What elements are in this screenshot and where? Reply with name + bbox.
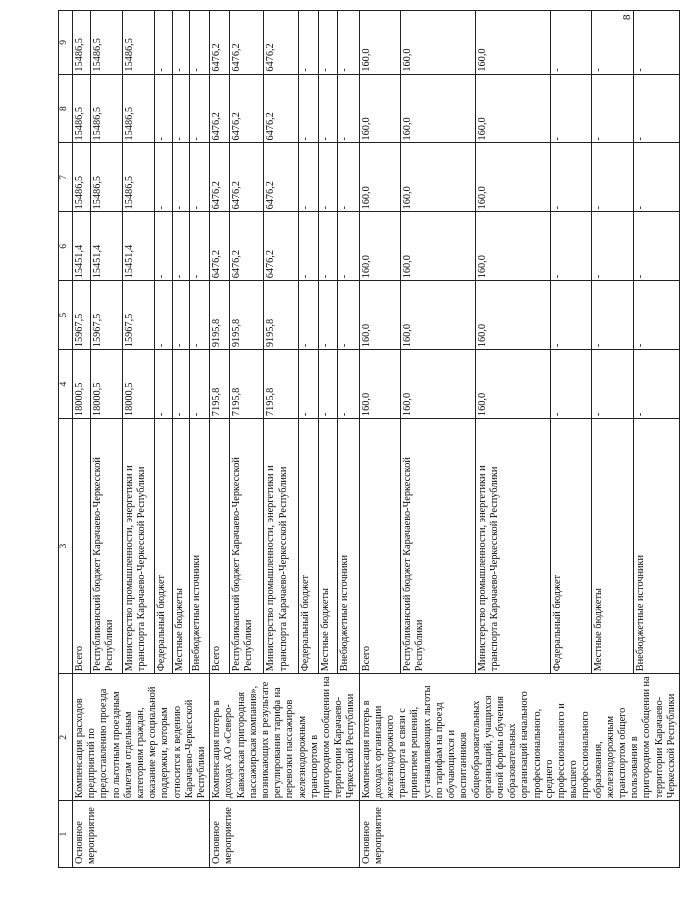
funding-source: Всего: [359, 419, 400, 674]
value-cell: 6476,2: [229, 143, 264, 212]
funding-source: Внебюджетные источники: [338, 419, 360, 674]
funding-source: Местные бюджеты: [172, 419, 190, 674]
funding-source: Всего: [210, 419, 229, 674]
value-cell: -: [592, 281, 633, 350]
value-cell: 15486,5: [73, 74, 91, 143]
value-cell: -: [338, 11, 360, 75]
col-header: 3: [59, 419, 73, 674]
value-cell: -: [318, 212, 337, 281]
value-cell: -: [338, 350, 360, 419]
event-description: Компенсация потерь в доходах АО «Северо-Кавказская пригородная пассажирская компания», возникающих в результате регулирования тарифа на перевозки пассажиров железнодорожным транспортом в пригородном сообщении на территории Карачаево-Черкесской Республики: [210, 674, 359, 801]
event-type: Основное мероприятие: [73, 801, 210, 868]
value-cell: 15967,5: [122, 281, 154, 350]
value-cell: -: [633, 143, 679, 212]
funding-source: Министерство промышленности, энергетики и транспорта Карачаево-Черкесской Республики: [264, 419, 299, 674]
value-cell: 9195,8: [229, 281, 264, 350]
value-cell: -: [190, 281, 210, 350]
table-row: [73, 11, 91, 868]
funding-source: Министерство промышленности, энергетики и транспорта Карачаево-Черкесской Республики: [475, 419, 550, 674]
value-cell: 15486,5: [90, 11, 122, 75]
col-header: 9: [59, 11, 73, 75]
value-cell: -: [318, 281, 337, 350]
value-cell: -: [338, 143, 360, 212]
value-cell: -: [154, 11, 172, 75]
value-cell: -: [172, 74, 190, 143]
value-cell: -: [299, 74, 318, 143]
value-cell: 15486,5: [122, 74, 154, 143]
value-cell: 15486,5: [90, 74, 122, 143]
funding-source: Республиканский бюджет Карачаево-Черкесской Республики: [229, 419, 264, 674]
page-number: 8: [621, 14, 633, 20]
value-cell: 160,0: [475, 212, 550, 281]
value-cell: -: [338, 74, 360, 143]
value-cell: 18000,5: [122, 350, 154, 419]
value-cell: 6476,2: [264, 212, 299, 281]
value-cell: -: [633, 350, 679, 419]
value-cell: 160,0: [401, 212, 476, 281]
funding-source: Федеральный бюджет: [154, 419, 172, 674]
value-cell: -: [633, 11, 679, 75]
value-cell: 15486,5: [90, 143, 122, 212]
value-cell: 6476,2: [264, 11, 299, 75]
value-cell: -: [154, 143, 172, 212]
value-cell: 6476,2: [210, 143, 229, 212]
value-cell: -: [550, 281, 591, 350]
value-cell: 18000,5: [73, 350, 91, 419]
value-cell: -: [550, 11, 591, 75]
budget-table: [58, 10, 680, 868]
value-cell: 160,0: [401, 143, 476, 212]
value-cell: 9195,8: [264, 281, 299, 350]
value-cell: 15486,5: [73, 143, 91, 212]
value-cell: 160,0: [401, 350, 476, 419]
value-cell: -: [172, 11, 190, 75]
value-cell: 160,0: [359, 143, 400, 212]
value-cell: -: [318, 143, 337, 212]
funding-source: Министерство промышленности, энергетики и транспорта Карачаево-Черкесской Республики: [122, 419, 154, 674]
funding-source: Местные бюджеты: [318, 419, 337, 674]
value-cell: -: [592, 350, 633, 419]
value-cell: -: [190, 212, 210, 281]
value-cell: 6476,2: [210, 212, 229, 281]
value-cell: -: [190, 11, 210, 75]
value-cell: -: [318, 11, 337, 75]
value-cell: 7195,8: [264, 350, 299, 419]
value-cell: 6476,2: [229, 212, 264, 281]
value-cell: 160,0: [475, 11, 550, 75]
value-cell: -: [550, 350, 591, 419]
table-row: [359, 11, 400, 868]
funding-source: Внебюджетные источники: [190, 419, 210, 674]
value-cell: -: [299, 281, 318, 350]
value-cell: -: [318, 74, 337, 143]
value-cell: 15451,4: [90, 212, 122, 281]
value-cell: 15967,5: [73, 281, 91, 350]
value-cell: 6476,2: [264, 74, 299, 143]
value-cell: 6476,2: [210, 74, 229, 143]
col-header: 5: [59, 281, 73, 350]
value-cell: 160,0: [401, 74, 476, 143]
value-cell: 15967,5: [90, 281, 122, 350]
event-type: Основное мероприятие: [359, 801, 679, 868]
value-cell: -: [190, 74, 210, 143]
event-description: Компенсация потерь в доходах организации железнодорожного транспорта в связи с принятием решений, устанавливающих льготы по тарифам на проезд обучающихся и воспитанников общеобразовательных организаций, учащихся очной формы обучения образовательных организаций начального профессионального, среднего профессионального и высшего профессионального образования, железнодорожным транспортом общего пользования в пригородном сообщении на территории Карачаево-Черкесской Республики: [359, 674, 679, 801]
value-cell: 18000,5: [90, 350, 122, 419]
col-header: 1: [59, 801, 73, 868]
value-cell: -: [550, 212, 591, 281]
value-cell: -: [633, 212, 679, 281]
col-header: 4: [59, 350, 73, 419]
event-description: Компенсация расходов предприятий по предоставлению проезда по льготным проездным билетам отдельным категориям граждан, оказание мер социальной поддержки, которым относится к ведению Карачаево-Черкесской Республики: [73, 674, 210, 801]
value-cell: -: [550, 143, 591, 212]
funding-source: Всего: [73, 419, 91, 674]
value-cell: 160,0: [359, 11, 400, 75]
value-cell: -: [190, 143, 210, 212]
value-cell: 7195,8: [229, 350, 264, 419]
value-cell: -: [172, 212, 190, 281]
value-cell: -: [299, 212, 318, 281]
value-cell: -: [154, 350, 172, 419]
value-cell: 6476,2: [229, 11, 264, 75]
event-type: Основное мероприятие: [210, 801, 359, 868]
col-header: 2: [59, 674, 73, 801]
value-cell: -: [154, 212, 172, 281]
value-cell: -: [592, 212, 633, 281]
value-cell: -: [318, 350, 337, 419]
value-cell: -: [172, 350, 190, 419]
table-row: [210, 11, 229, 868]
value-cell: -: [592, 143, 633, 212]
funding-source: Федеральный бюджет: [299, 419, 318, 674]
value-cell: -: [299, 11, 318, 75]
value-cell: -: [154, 281, 172, 350]
value-cell: 160,0: [359, 281, 400, 350]
value-cell: -: [633, 74, 679, 143]
value-cell: 15486,5: [73, 11, 91, 75]
value-cell: 15486,5: [122, 143, 154, 212]
value-cell: 6476,2: [229, 74, 264, 143]
value-cell: -: [172, 281, 190, 350]
value-cell: 160,0: [359, 350, 400, 419]
col-header: 7: [59, 143, 73, 212]
value-cell: -: [172, 143, 190, 212]
value-cell: 6476,2: [264, 143, 299, 212]
value-cell: 160,0: [359, 212, 400, 281]
table-wrapper: [58, 10, 680, 868]
value-cell: -: [592, 74, 633, 143]
value-cell: -: [338, 212, 360, 281]
value-cell: 160,0: [475, 143, 550, 212]
value-cell: 15486,5: [122, 11, 154, 75]
value-cell: -: [550, 74, 591, 143]
value-cell: -: [154, 74, 172, 143]
value-cell: 15451,4: [122, 212, 154, 281]
value-cell: 160,0: [475, 350, 550, 419]
funding-source: Республиканский бюджет Карачаево-Черкесской Республики: [401, 419, 476, 674]
value-cell: 6476,2: [210, 11, 229, 75]
value-cell: 7195,8: [210, 350, 229, 419]
value-cell: -: [299, 350, 318, 419]
value-cell: 160,0: [359, 74, 400, 143]
funding-source: Республиканский бюджет Карачаево-Черкесской Республики: [90, 419, 122, 674]
value-cell: 160,0: [401, 11, 476, 75]
header-row: [59, 11, 73, 868]
col-header: 8: [59, 74, 73, 143]
funding-source: Местные бюджеты: [592, 419, 633, 674]
value-cell: 9195,8: [210, 281, 229, 350]
value-cell: -: [338, 281, 360, 350]
funding-source: Федеральный бюджет: [550, 419, 591, 674]
value-cell: 160,0: [475, 74, 550, 143]
value-cell: 160,0: [401, 281, 476, 350]
value-cell: -: [190, 350, 210, 419]
value-cell: 160,0: [475, 281, 550, 350]
value-cell: 15451,4: [73, 212, 91, 281]
value-cell: -: [299, 143, 318, 212]
col-header: 6: [59, 212, 73, 281]
value-cell: -: [633, 281, 679, 350]
value-cell: -: [592, 11, 633, 75]
funding-source: Внебюджетные источники: [633, 419, 679, 674]
